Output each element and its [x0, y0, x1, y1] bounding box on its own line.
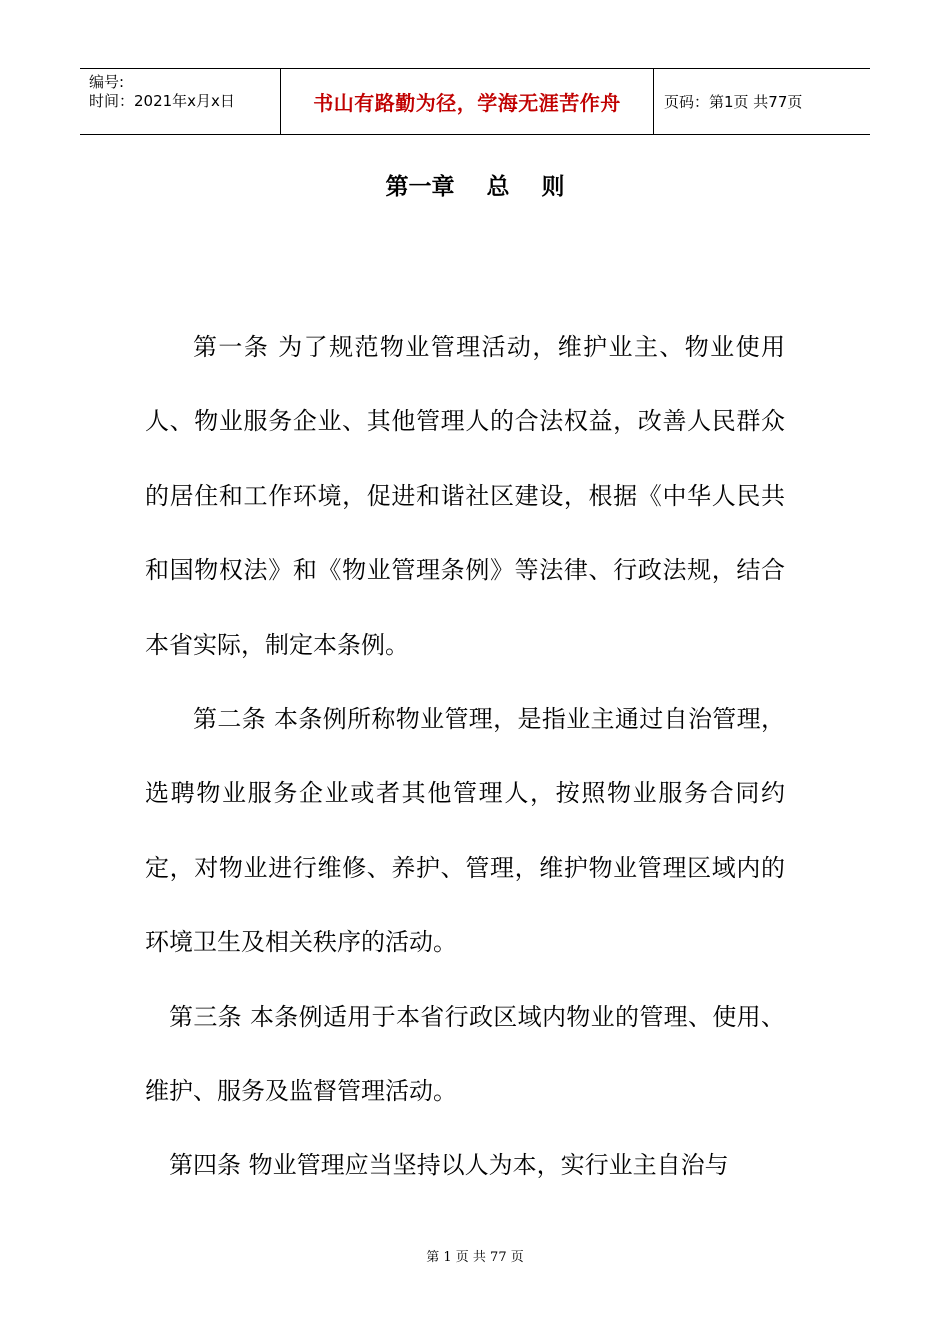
header-meta-cell: [80, 69, 281, 134]
chapter-title: 第一章 总 则: [385, 174, 565, 200]
document-number-label: 编号:: [89, 73, 125, 91]
article-4: 第四条 物业管理应当坚持以人为本，实行业主自治与: [169, 1151, 729, 1180]
article-2: 第二条 本条例所称物业管理，是指业主通过自治管理，选聘物业服务企业或者其他管理人，按照物业服务合同约定，对物业进行维修、养护、管理，维护物业管理区域内的环境卫生及相关秩序的活动。: [145, 705, 785, 957]
header-page-info: 页码：第1页 共77页: [664, 93, 803, 111]
header-motto: 书山有路勤为径，学海无涯苦作舟: [281, 69, 654, 134]
document-body: [145, 310, 785, 1203]
article-1: 第一条 为了规范物业管理活动，维护业主、物业使用人、物业服务企业、其他管理人的合法权益，改善人民群众的居住和工作环境，促进和谐社区建设，根据《中华人民共和国物权法》和《物业管理条例》等法律、行政法规，结合本省实际，制定本条例。: [145, 333, 785, 659]
page-footer: 第 1 页 共 77 页: [426, 1250, 524, 1265]
article-3: 第三条 本条例适用于本省行政区域内物业的管理、使用、维护、服务及监督管理活动。: [145, 1002, 785, 1106]
document-time-label: 时间：2021年x月x日: [89, 92, 235, 110]
document-header: [80, 68, 870, 135]
